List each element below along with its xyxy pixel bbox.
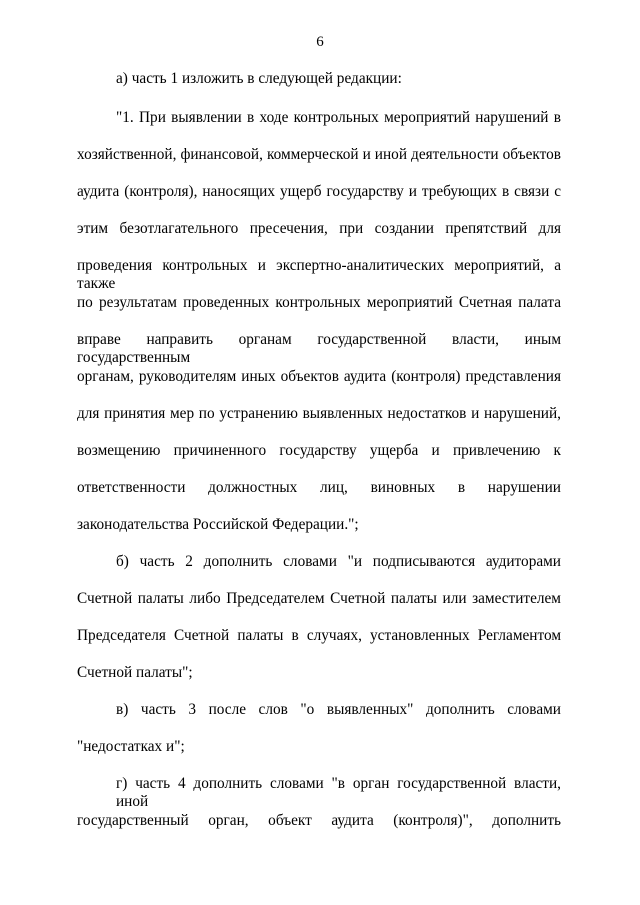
text-line: законодательства Российской Федерации.";: [77, 516, 359, 533]
text-line: ответственности должностных лиц, виновных в нарушении: [77, 479, 561, 496]
text-line: а) часть 1 изложить в следующей редакции:: [116, 70, 402, 87]
text-line: г) часть 4 дополнить словами "в орган государственной власти, иной: [116, 775, 561, 810]
text-line: возмещению причиненного государству ущерба и привлечению к: [77, 442, 561, 459]
text-line: органам, руководителям иных объектов аудита (контроля) представления: [77, 368, 561, 385]
text-line: в) часть 3 после слов "о выявленных" дополнить словами: [116, 701, 561, 718]
text-line: вправе направить органам государственной власти, иным государственным: [77, 331, 561, 366]
text-line: аудита (контроля), наносящих ущерб государству и требующих в связи с: [77, 183, 561, 200]
text-line: "недостатках и";: [77, 738, 185, 755]
text-line: хозяйственной, финансовой, коммерческой и иной деятельности объектов: [77, 146, 561, 163]
page-number: 6: [316, 34, 324, 50]
text-line: Председателя Счетной палаты в случаях, установленных Регламентом: [77, 627, 561, 644]
text-line: проведения контрольных и экспертно-аналитических мероприятий, а также: [77, 257, 561, 292]
text-line: Счетной палаты либо Председателем Счетной палаты или заместителем: [77, 590, 561, 607]
text-line: государственный орган, объект аудита (контроля)", дополнить: [77, 812, 561, 829]
text-line: Счетной палаты";: [77, 664, 193, 681]
text-line: "1. При выявлении в ходе контрольных мероприятий нарушений в: [116, 109, 561, 126]
text-line: для принятия мер по устранению выявленных недостатков и нарушений,: [77, 405, 561, 422]
text-line: по результатам проведенных контрольных мероприятий Счетная палата: [77, 294, 561, 311]
text-line: б) часть 2 дополнить словами "и подписываются аудиторами: [116, 553, 561, 570]
text-line: этим безотлагательного пресечения, при создании препятствий для: [77, 220, 561, 237]
